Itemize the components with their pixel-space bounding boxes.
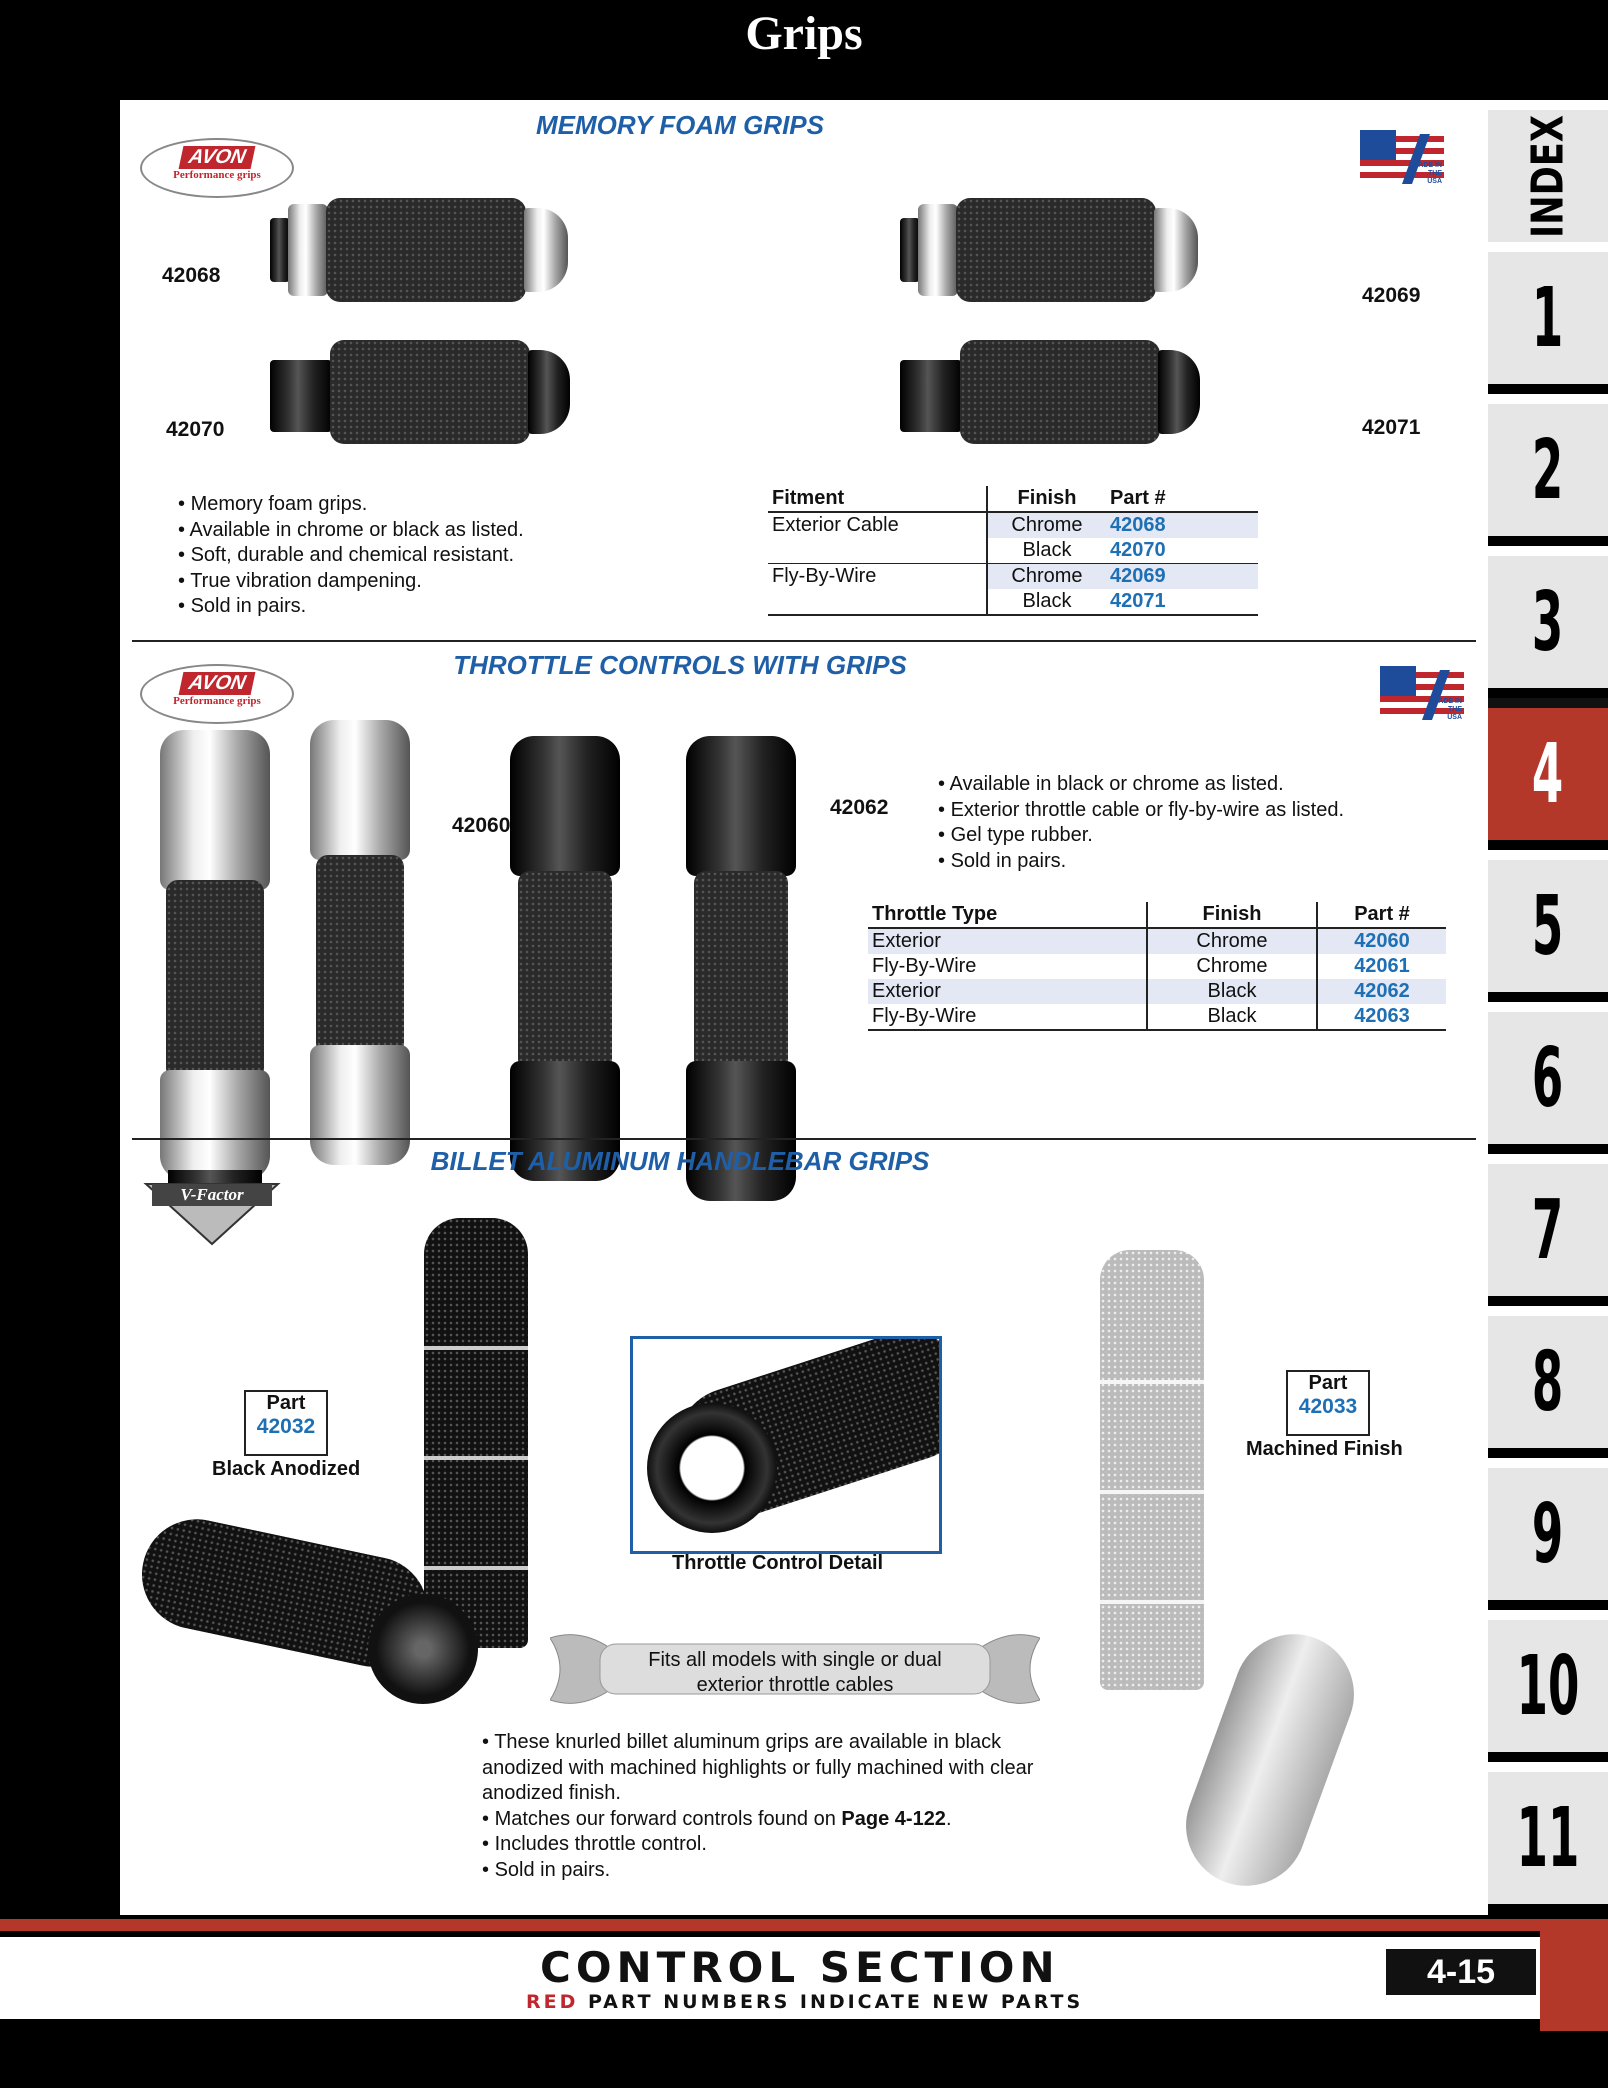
table-row: Black 42071	[768, 589, 1258, 615]
tab-9[interactable]: 9	[1488, 1458, 1608, 1600]
usa-flag-icon	[1360, 130, 1444, 188]
avon-logo: AVON Performance grips	[140, 664, 294, 724]
throttle-type-table: Throttle Type Finish Part # Exterior Chrome 42060 Fly-By-Wire Chrome 42061 Exterior Black 42062 Fly-By-Wire Black 42063	[868, 902, 1446, 1031]
footer-note: RED PART NUMBERS INDICATE NEW PARTS	[526, 1991, 1084, 2013]
page-title: Grips	[745, 7, 863, 60]
part-label-42062: 42062	[830, 796, 889, 819]
table-row: Black 42070	[768, 538, 1258, 564]
tab-index[interactable]: INDEX	[1488, 100, 1608, 242]
grip-image-42071	[900, 340, 1200, 444]
part-box-42033: Part 42033	[1286, 1370, 1370, 1436]
wrench-text: Fits all models with single or dual exterior throttle cables	[648, 1649, 942, 1696]
usa-flag-icon	[1380, 666, 1464, 724]
part-label-42069: 42069	[1362, 284, 1421, 307]
part-label-42068: 42068	[162, 264, 221, 287]
caption-machined-finish: Machined Finish	[1246, 1438, 1403, 1460]
part-label-42070: 42070	[166, 418, 225, 441]
table-row: Exterior Black 42062	[868, 979, 1446, 1004]
throttle-grip-black-image	[510, 736, 810, 1216]
table-row: Fly-By-Wire Black 42063	[868, 1004, 1446, 1030]
memory-fitment-table: Fitment Finish Part # Exterior Cable Chrome 42068 Black 42070 Fly-By-Wire Chrome 42069 Black 42071	[768, 486, 1258, 616]
tab-4[interactable]: 4	[1488, 698, 1608, 840]
table-row: Fly-By-Wire Chrome 42069	[768, 564, 1258, 590]
tab-2[interactable]: 2	[1488, 394, 1608, 536]
tab-3[interactable]: 3	[1488, 546, 1608, 688]
caption-black-anodized: Black Anodized	[212, 1458, 361, 1480]
page-number: 4-15	[1386, 1949, 1536, 1995]
section-title-memory: MEMORY FOAM GRIPS	[536, 110, 824, 140]
billet-grip-machined-image	[1100, 1250, 1400, 1810]
usa-flag-label: MADE IN THE USA	[1432, 698, 1462, 721]
content-area	[120, 100, 1488, 1915]
part-label-42060: 42060	[452, 814, 511, 837]
billet-grip-black-image	[140, 1218, 560, 1758]
tab-8[interactable]: 8	[1488, 1306, 1608, 1448]
section-title-billet: BILLET ALUMINUM HANDLEBAR GRIPS	[430, 1146, 930, 1176]
grip-image-42068	[270, 198, 570, 302]
table-row: Exterior Chrome 42060	[868, 928, 1446, 954]
footer	[0, 1915, 1608, 2088]
tab-5[interactable]: 5	[1488, 850, 1608, 992]
throttle-bullets: • Available in black or chrome as listed. • Exterior throttle cable or fly-by-wire as listed. • Gel type rubber. • Sold in pairs.	[938, 772, 1344, 874]
tab-1[interactable]: 1	[1488, 242, 1608, 384]
usa-flag-label: MADE IN THE USA	[1412, 162, 1442, 185]
grip-image-42069	[900, 198, 1200, 302]
throttle-detail-image	[630, 1336, 942, 1554]
tab-7[interactable]: 7	[1488, 1154, 1608, 1296]
caption-throttle-detail: Throttle Control Detail	[672, 1552, 884, 1574]
v-factor-logo: V-Factor	[142, 1178, 282, 1248]
part-label-42071: 42071	[1362, 416, 1421, 439]
section-title-throttle: THROTTLE CONTROLS WITH GRIPS	[453, 650, 907, 680]
page-ref-link[interactable]: Page 4-122	[841, 1807, 946, 1830]
table-row: Fly-By-Wire Chrome 42061	[868, 954, 1446, 979]
grip-image-42070	[270, 340, 570, 444]
avon-logo: AVON Performance grips	[140, 138, 294, 198]
billet-bullets: • These knurled billet aluminum grips are available in black anodized with machined highlights or fully machined with clear anodized finish. • Matches our forward controls found on Page 4-122. • Includes throttle control. • Sold in pairs.	[482, 1730, 1082, 1883]
tab-10[interactable]: 10	[1488, 1610, 1608, 1752]
tab-11[interactable]: 11	[1488, 1762, 1608, 1904]
table-row: Exterior Cable Chrome 42068	[768, 512, 1258, 538]
part-box-42032: Part 42032	[244, 1390, 328, 1456]
footer-section-title: CONTROL SECTION	[540, 1943, 1060, 1992]
section-divider	[132, 640, 1476, 642]
memory-bullets: • Memory foam grips. • Available in chrome or black as listed. • Soft, durable and chemical resistant. • True vibration dampening. • Sold in pairs.	[178, 492, 524, 620]
section-divider	[132, 1138, 1476, 1140]
tab-6[interactable]: 6	[1488, 1002, 1608, 1144]
